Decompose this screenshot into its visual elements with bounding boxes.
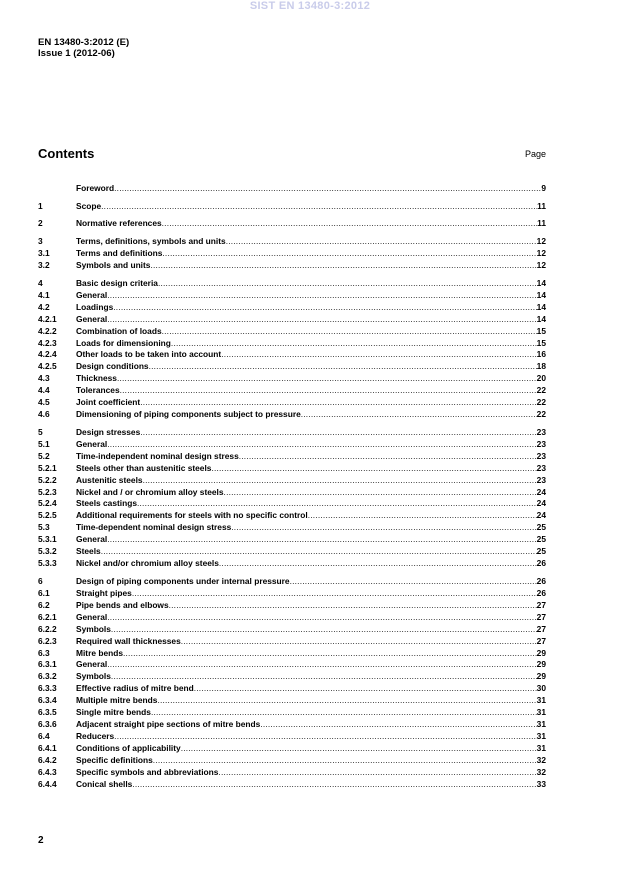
toc-entry[interactable] — [38, 683, 546, 695]
toc-entry-number: 4.2.1 — [38, 313, 57, 324]
toc-entry-page: 14 — [536, 313, 546, 324]
table-of-contents — [38, 183, 546, 791]
toc-entry-number: 5.3.2 — [38, 546, 57, 557]
toc-entry[interactable] — [38, 719, 546, 731]
toc-entry-number: 4.2.4 — [38, 349, 57, 360]
toc-entry[interactable] — [38, 600, 546, 612]
toc-entry-page: 22 — [536, 409, 546, 420]
toc-entry-number: 6.2 — [38, 599, 50, 610]
toc-entry[interactable] — [38, 373, 546, 385]
toc-entry-number: 4 — [38, 277, 43, 288]
toc-entry[interactable] — [38, 248, 546, 260]
toc-entry-title: Terms, definitions, symbols and units — [76, 236, 226, 247]
toc-leader-dots — [101, 546, 537, 558]
toc-entry-title: Steels other than austenitic steels — [76, 462, 212, 473]
toc-entry-title: Adjacent straight pipe sections of mitre bends — [76, 719, 261, 730]
toc-leader-dots — [219, 558, 537, 570]
toc-entry-number: 1 — [38, 200, 43, 211]
toc-entry-title: Terms and definitions — [76, 248, 163, 259]
toc-entry-title: General — [76, 611, 108, 622]
toc-entry-page: 27 — [536, 599, 546, 610]
toc-entry-number: 4.5 — [38, 397, 50, 408]
toc-entry-page: 9 — [541, 183, 546, 193]
toc-entry-title: Symbols and units — [76, 260, 151, 271]
toc-entry[interactable] — [38, 588, 546, 600]
toc-entry-page: 23 — [536, 426, 546, 437]
page-number: 2 — [38, 835, 44, 846]
toc-leader-dots — [143, 475, 537, 487]
toc-entry-title: General — [76, 289, 108, 300]
toc-entry-title: Steels — [76, 546, 101, 557]
toc-entry[interactable] — [38, 409, 546, 421]
toc-leader-dots — [301, 409, 537, 421]
toc-entry-title: General — [76, 313, 108, 324]
toc-entry-number: 6.4 — [38, 731, 50, 742]
toc-entry[interactable] — [38, 636, 546, 648]
toc-entry-page: 31 — [536, 695, 546, 706]
page-column-label: Page — [524, 149, 546, 159]
toc-entry[interactable] — [38, 463, 546, 475]
toc-entry-title: Conditions of applicability — [76, 743, 181, 754]
toc-entry[interactable] — [38, 534, 546, 546]
toc-entry[interactable] — [38, 314, 546, 326]
toc-entry-title: Tolerances — [76, 385, 120, 396]
toc-entry-number: 5.2.5 — [38, 510, 57, 521]
toc-entry-number: 4.2.2 — [38, 325, 57, 336]
toc-entry-title: Single mitre bends — [76, 707, 151, 718]
toc-entry-number: 4.2 — [38, 301, 50, 312]
toc-entry[interactable] — [38, 236, 546, 248]
watermark: SIST EN 13480-3:2012 — [249, 0, 371, 12]
toc-entry-title: General — [76, 534, 108, 545]
document-header — [38, 37, 129, 59]
toc-entry-title: Scope — [76, 200, 102, 211]
toc-entry[interactable] — [38, 260, 546, 272]
toc-entry-page: 14 — [536, 277, 546, 288]
toc-leader-dots — [150, 260, 536, 272]
toc-entry[interactable] — [38, 648, 546, 660]
toc-entry-page: 18 — [536, 361, 546, 372]
toc-leader-dots — [290, 576, 537, 588]
toc-entry-page: 25 — [536, 522, 546, 533]
toc-entry-page: 12 — [536, 248, 546, 259]
toc-entry-number: 6.1 — [38, 587, 50, 598]
standard-designation: EN 13480-3:2012 (E) — [38, 37, 130, 48]
toc-entry[interactable] — [38, 576, 546, 588]
toc-entry[interactable] — [38, 439, 546, 451]
toc-entry-page: 27 — [536, 623, 546, 634]
toc-entry[interactable] — [38, 326, 546, 338]
toc-entry-page: 22 — [536, 397, 546, 408]
toc-entry-title: Conical shells — [76, 778, 133, 789]
toc-leader-dots — [111, 624, 537, 636]
toc-entry[interactable] — [38, 487, 546, 499]
toc-entry[interactable] — [38, 183, 546, 195]
toc-entry-title: Design stresses — [76, 426, 141, 437]
toc-entry-page: 29 — [536, 647, 546, 658]
toc-entry[interactable] — [38, 707, 546, 719]
toc-entry[interactable] — [38, 612, 546, 624]
toc-leader-dots — [231, 522, 536, 534]
toc-entry-number: 3.2 — [38, 260, 50, 271]
toc-entry-page: 20 — [536, 373, 546, 384]
toc-entry-page: 11 — [537, 218, 546, 229]
toc-entry[interactable] — [38, 218, 546, 230]
toc-entry[interactable] — [38, 361, 546, 373]
toc-entry[interactable] — [38, 427, 546, 439]
toc-entry-title: Thickness — [76, 373, 117, 384]
toc-leader-dots — [132, 588, 537, 600]
toc-leader-dots — [107, 439, 536, 451]
toc-entry-number: 6.3 — [38, 647, 50, 658]
toc-entry-page: 16 — [536, 349, 546, 360]
toc-entry-page: 26 — [536, 575, 546, 586]
issue-label: Issue 1 (2012-06) — [38, 48, 115, 59]
toc-entry-number: 6.2.1 — [38, 611, 57, 622]
toc-leader-dots — [157, 695, 536, 707]
toc-entry[interactable] — [38, 779, 546, 791]
toc-entry-page: 14 — [536, 289, 546, 300]
toc-entry-page: 31 — [536, 707, 546, 718]
toc-entry-number: 5.1 — [38, 438, 50, 449]
toc-leader-dots — [153, 755, 537, 767]
toc-leader-dots — [107, 314, 536, 326]
toc-entry-number: 5 — [38, 426, 43, 437]
toc-entry-page: 23 — [536, 462, 546, 473]
toc-entry-number: 4.3 — [38, 373, 50, 384]
toc-entry-title: Effective radius of mitre bend — [76, 683, 194, 694]
toc-leader-dots — [171, 338, 537, 350]
toc-entry-number: 6.3.2 — [38, 671, 57, 682]
toc-leader-dots — [211, 463, 536, 475]
toc-entry-title: Joint coefficient — [76, 397, 141, 408]
toc-entry-number: 6.4.3 — [38, 766, 57, 777]
toc-entry-page: 23 — [536, 450, 546, 461]
toc-entry[interactable] — [38, 671, 546, 683]
toc-entry-title: Dimensioning of piping components subject to pressure — [76, 409, 301, 420]
toc-entry[interactable] — [38, 475, 546, 487]
toc-entry-page: 24 — [536, 486, 546, 497]
toc-entry-number: 5.2.2 — [38, 474, 57, 485]
toc-entry-title: Nickel and/or chromium alloy steels — [76, 558, 219, 569]
toc-entry-page: 27 — [536, 635, 546, 646]
toc-entry-number: 5.3.1 — [38, 534, 57, 545]
toc-entry-title: Design of piping components under internal pressure — [76, 575, 290, 586]
toc-entry[interactable] — [38, 624, 546, 636]
toc-entry-title: Reducers — [76, 731, 115, 742]
toc-entry-number: 6.3.6 — [38, 719, 57, 730]
toc-entry[interactable] — [38, 201, 546, 213]
toc-entry[interactable] — [38, 349, 546, 361]
toc-entry-number: 2 — [38, 218, 43, 229]
toc-leader-dots — [194, 683, 537, 695]
toc-leader-dots — [107, 659, 536, 671]
toc-leader-dots — [218, 767, 536, 779]
toc-leader-dots — [137, 498, 537, 510]
toc-leader-dots — [181, 636, 537, 648]
toc-entry-number: 5.3.3 — [38, 558, 57, 569]
toc-entry-number: 6.3.1 — [38, 659, 57, 670]
toc-entry-title: Nickel and / or chromium alloy steels — [76, 486, 224, 497]
toc-entry-title: Time-independent nominal design stress — [76, 450, 239, 461]
toc-entry[interactable] — [38, 397, 546, 409]
toc-entry-title: Pipe bends and elbows — [76, 599, 169, 610]
toc-leader-dots — [162, 248, 536, 260]
toc-leader-dots — [239, 451, 537, 463]
toc-leader-dots — [117, 373, 537, 385]
toc-entry-number: 3.1 — [38, 248, 50, 259]
toc-entry-title: Symbols — [76, 623, 111, 634]
toc-entry-number: 5.2.4 — [38, 498, 57, 509]
toc-entry-number: 6.2.2 — [38, 623, 57, 634]
toc-entry-title: Combination of loads — [76, 325, 162, 336]
toc-entry-page: 12 — [536, 236, 546, 247]
toc-entry-number: 4.2.3 — [38, 337, 57, 348]
toc-entry-title: Loads for dimensioning — [76, 337, 171, 348]
toc-entry-page: 23 — [536, 438, 546, 449]
toc-entry-title: Foreword — [76, 183, 115, 193]
toc-entry-page: 31 — [536, 743, 546, 754]
toc-entry-page: 30 — [536, 683, 546, 694]
toc-entry-page: 29 — [536, 671, 546, 682]
toc-entry-number: 6.3.4 — [38, 695, 57, 706]
toc-leader-dots — [114, 731, 537, 743]
toc-entry-page: 26 — [536, 558, 546, 569]
toc-entry-title: Specific symbols and abbreviations — [76, 766, 219, 777]
toc-entry[interactable] — [38, 695, 546, 707]
toc-entry-number: 6.3.5 — [38, 707, 57, 718]
toc-leader-dots — [221, 349, 536, 361]
toc-entry[interactable] — [38, 510, 546, 522]
toc-entry-page: 32 — [536, 754, 546, 765]
toc-entry-page: 25 — [536, 546, 546, 557]
toc-entry[interactable] — [38, 290, 546, 302]
toc-entry-title: Symbols — [76, 671, 111, 682]
toc-entry[interactable] — [38, 522, 546, 534]
toc-entry[interactable] — [38, 498, 546, 510]
toc-entry-page: 29 — [536, 659, 546, 670]
toc-entry-number: 4.4 — [38, 385, 50, 396]
toc-entry-number: 5.3 — [38, 522, 50, 533]
contents-heading: Contents — [38, 146, 95, 161]
toc-entry-title: Basic design criteria — [76, 277, 158, 288]
toc-entry-title: Specific definitions — [76, 754, 153, 765]
toc-entry-number: 6.4.1 — [38, 743, 57, 754]
toc-entry-page: 31 — [536, 719, 546, 730]
toc-entry-title: Other loads to be taken into account — [76, 349, 222, 360]
toc-leader-dots — [162, 218, 537, 230]
toc-entry-title: Multiple mitre bends — [76, 695, 158, 706]
toc-leader-dots — [224, 487, 537, 499]
toc-entry-number: 6.4.2 — [38, 754, 57, 765]
toc-entry-page: 24 — [536, 510, 546, 521]
toc-entry-number: 5.2 — [38, 450, 50, 461]
toc-leader-dots — [151, 707, 537, 719]
toc-entry-number: 5.2.3 — [38, 486, 57, 497]
toc-leader-dots — [107, 290, 536, 302]
toc-entry-title: Normative references — [76, 218, 162, 229]
toc-entry-title: Design conditions — [76, 361, 149, 372]
toc-leader-dots — [181, 743, 537, 755]
toc-entry[interactable] — [38, 743, 546, 755]
toc-entry[interactable] — [38, 302, 546, 314]
toc-entry-title: Required wall thicknesses — [76, 635, 181, 646]
toc-entry-page: 15 — [536, 337, 546, 348]
toc-entry-page: 15 — [536, 325, 546, 336]
toc-leader-dots — [107, 612, 536, 624]
toc-entry-number: 4.6 — [38, 409, 50, 420]
toc-entry[interactable] — [38, 659, 546, 671]
toc-leader-dots — [120, 385, 537, 397]
toc-entry-title: Loadings — [76, 301, 114, 312]
toc-entry-title: Time-dependent nominal design stress — [76, 522, 232, 533]
toc-leader-dots — [140, 427, 536, 439]
toc-leader-dots — [140, 397, 536, 409]
toc-entry-number: 6.4.4 — [38, 778, 57, 789]
toc-entry-title: General — [76, 659, 108, 670]
toc-leader-dots — [158, 278, 537, 290]
toc-entry[interactable] — [38, 451, 546, 463]
toc-entry-title: Straight pipes — [76, 587, 132, 598]
toc-entry-page: 23 — [536, 474, 546, 485]
toc-entry-title: Additional requirements for steels with no specific control — [76, 510, 308, 521]
toc-leader-dots — [107, 534, 536, 546]
toc-leader-dots — [123, 648, 537, 660]
toc-entry-title: Steels castings — [76, 498, 137, 509]
toc-entry[interactable] — [38, 278, 546, 290]
toc-leader-dots — [101, 201, 537, 213]
toc-entry[interactable] — [38, 385, 546, 397]
toc-entry-number: 4.2.5 — [38, 361, 57, 372]
toc-entry-page: 22 — [536, 385, 546, 396]
toc-entry-page: 26 — [536, 587, 546, 598]
toc-entry-title: Austenitic steels — [76, 474, 143, 485]
toc-entry[interactable] — [38, 767, 546, 779]
toc-entry[interactable] — [38, 558, 546, 570]
toc-leader-dots — [169, 600, 537, 612]
toc-entry-number: 5.2.1 — [38, 462, 57, 473]
toc-entry-number: 6.2.3 — [38, 635, 57, 646]
toc-leader-dots — [162, 326, 537, 338]
toc-leader-dots — [226, 236, 537, 248]
toc-entry-number: 4.1 — [38, 289, 50, 300]
toc-leader-dots — [132, 779, 536, 791]
toc-leader-dots — [111, 671, 537, 683]
toc-entry[interactable] — [38, 338, 546, 350]
toc-entry-title: Mitre bends — [76, 647, 123, 658]
toc-entry-page: 27 — [536, 611, 546, 622]
toc-entry-number: 6 — [38, 575, 43, 586]
toc-entry-page: 25 — [536, 534, 546, 545]
toc-entry[interactable] — [38, 546, 546, 558]
toc-leader-dots — [308, 510, 537, 522]
toc-leader-dots — [260, 719, 536, 731]
toc-entry-page: 33 — [536, 778, 546, 789]
toc-entry-title: General — [76, 438, 108, 449]
toc-entry-page: 24 — [536, 498, 546, 509]
toc-entry-page: 12 — [536, 260, 546, 271]
toc-entry-page: 32 — [536, 766, 546, 777]
toc-entry-number: 6.3.3 — [38, 683, 57, 694]
toc-entry-page: 11 — [537, 200, 546, 211]
toc-entry-page: 14 — [536, 301, 546, 312]
toc-entry[interactable] — [38, 731, 546, 743]
toc-entry[interactable] — [38, 755, 546, 767]
toc-leader-dots — [114, 183, 541, 195]
toc-entry-page: 31 — [536, 731, 546, 742]
toc-entry-number: 3 — [38, 236, 43, 247]
toc-leader-dots — [113, 302, 536, 314]
toc-leader-dots — [149, 361, 537, 373]
